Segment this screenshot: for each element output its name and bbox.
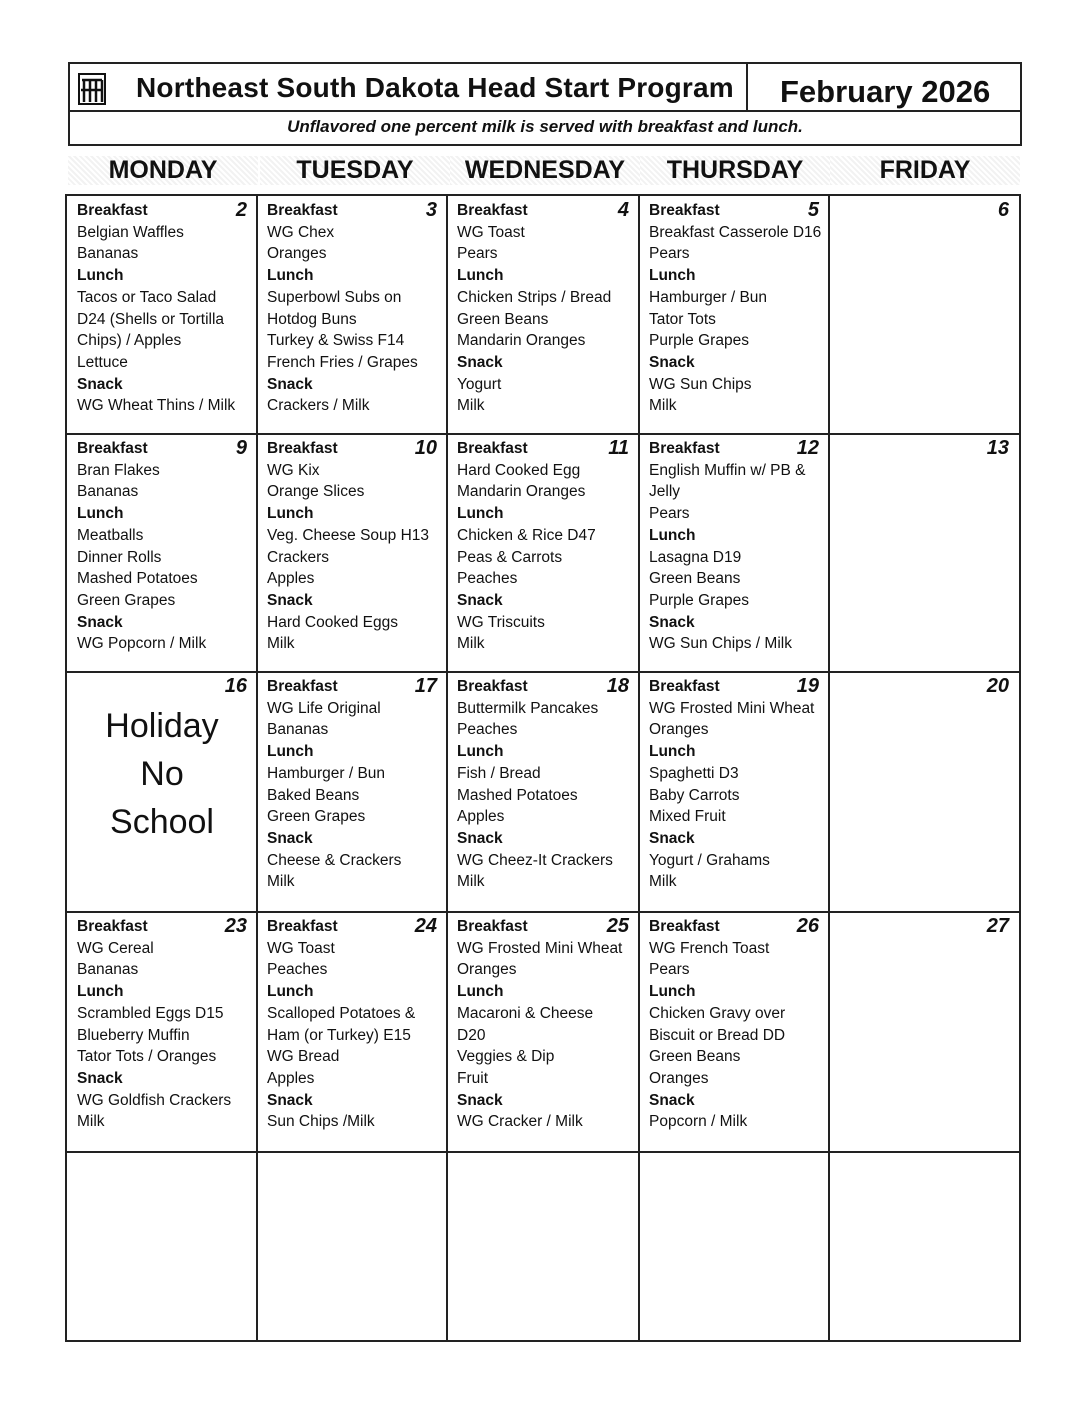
menu-item: Milk — [649, 873, 677, 891]
menu-item: Lasagna D19 — [649, 548, 742, 566]
calendar-day-cell — [639, 434, 829, 672]
meal-heading: Lunch — [649, 743, 696, 761]
meal-heading: Lunch — [457, 983, 504, 1001]
menu-item: Peaches — [267, 961, 328, 979]
menu-item: Milk — [267, 873, 295, 891]
menu-item: Veggies & Dip — [457, 1048, 555, 1066]
day-number: 11 — [608, 437, 629, 459]
menu-item: French Fries / Grapes — [267, 353, 418, 371]
menu-item: WG Chex — [267, 223, 335, 241]
calendar-day-cell — [67, 672, 257, 912]
calendar-day-cell — [447, 196, 639, 434]
calendar-day-cell — [829, 912, 1019, 1152]
menu-item: Lettuce — [77, 353, 128, 371]
menu-item: D24 (Shells or Tortilla — [77, 310, 225, 328]
meal-heading: Snack — [77, 1069, 123, 1087]
menu-item: WG Triscuits — [457, 613, 545, 631]
menu-item: Hard Cooked Egg — [457, 461, 581, 479]
month-label: February 2026 — [780, 74, 991, 109]
menu-item: Mashed Potatoes — [457, 786, 578, 804]
day-number: 12 — [796, 437, 819, 459]
calendar-day-cell — [257, 434, 447, 672]
meal-heading: Breakfast — [267, 440, 338, 457]
menu-item: Scalloped Potatoes & — [267, 1004, 416, 1022]
meal-heading: Breakfast — [649, 918, 720, 935]
menu-item: WG Cheez-It Crackers — [457, 851, 613, 869]
holiday-line: No — [140, 755, 184, 793]
meal-heading: Snack — [77, 613, 123, 631]
menu-item: Green Grapes — [267, 808, 366, 826]
day-number: 5 — [807, 199, 819, 221]
day-number: 20 — [986, 675, 1009, 697]
menu-item: Mashed Potatoes — [77, 570, 198, 588]
menu-item: Milk — [457, 635, 485, 653]
meal-heading: Breakfast — [649, 678, 720, 695]
menu-item: Jelly — [649, 483, 681, 501]
menu-item: WG Cracker / Milk — [457, 1113, 583, 1131]
calendar-day-cell — [829, 434, 1019, 672]
menu-item: Milk — [457, 873, 485, 891]
calendar-day-cell — [639, 672, 829, 912]
calendar-day-cell — [257, 196, 447, 434]
day-number: 27 — [986, 915, 1009, 937]
day-monday: MONDAY — [68, 156, 258, 185]
menu-item: Bananas — [77, 961, 139, 979]
menu-item: Macaroni & Cheese — [457, 1004, 594, 1022]
calendar-day-cell — [829, 672, 1019, 912]
menu-item: Tator Tots — [649, 310, 716, 328]
menu-item: Veg. Cheese Soup H13 — [267, 526, 430, 544]
calendar-day-cell — [257, 672, 447, 912]
calendar-day-cell — [67, 434, 257, 672]
calendar-day-cell — [639, 912, 829, 1152]
menu-item: Buttermilk Pancakes — [457, 699, 599, 717]
menu-item: Milk — [267, 635, 295, 653]
day-number: 18 — [606, 675, 629, 697]
menu-item: Peaches — [457, 570, 518, 588]
meal-heading: Lunch — [267, 505, 314, 523]
menu-item: WG Life Original — [267, 699, 381, 717]
calendar-day-cell — [257, 912, 447, 1152]
day-number: 13 — [986, 437, 1009, 459]
calendar-day-cell — [447, 672, 639, 912]
day-number: 25 — [606, 915, 629, 937]
meal-heading: Breakfast — [77, 202, 148, 219]
meal-heading: Breakfast — [77, 440, 148, 457]
calendar-day-cell — [829, 196, 1019, 434]
meal-heading: Snack — [267, 829, 313, 847]
menu-item: Apples — [267, 1069, 315, 1087]
menu-item: D20 — [457, 1026, 486, 1044]
day-number: 6 — [997, 199, 1009, 221]
calendar-day-cell — [67, 196, 257, 434]
menu-item: Crackers — [267, 548, 330, 566]
day-number: 16 — [224, 675, 247, 697]
milk-note: Unflavored one percent milk is served with breakfast and lunch. — [287, 117, 803, 136]
menu-item: WG Sun Chips — [649, 375, 752, 393]
menu-item: Mandarin Oranges — [457, 483, 586, 501]
menu-item: Baked Beans — [267, 786, 360, 804]
header — [68, 62, 1022, 112]
menu-item: Biscuit or Bread DD — [649, 1026, 786, 1044]
meal-heading: Snack — [649, 353, 695, 371]
menu-item: Bananas — [77, 245, 139, 263]
menu-item: Dinner Rolls — [77, 548, 162, 566]
menu-item: Chicken Strips / Bread — [457, 288, 612, 306]
menu-item: Hamburger / Bun — [649, 288, 768, 306]
menu-item: WG Frosted Mini Wheat — [649, 699, 815, 717]
holiday-notice — [67, 702, 257, 846]
menu-item: Superbowl Subs on — [267, 288, 402, 306]
menu-item: Bran Flakes — [77, 461, 160, 479]
menu-item: Chicken Gravy over — [649, 1004, 786, 1022]
menu-item: Purple Grapes — [649, 332, 749, 350]
meal-heading: Snack — [267, 591, 313, 609]
day-number: 9 — [235, 437, 247, 459]
meal-heading: Breakfast — [267, 202, 338, 219]
meal-heading: Snack — [649, 829, 695, 847]
calendar-day-cell — [447, 912, 639, 1152]
menu-item: Hard Cooked Eggs — [267, 613, 398, 631]
day-number: 10 — [414, 437, 437, 459]
menu-item: Pears — [649, 505, 690, 523]
milk-note-bar — [68, 112, 1022, 146]
menu-item: Oranges — [649, 721, 709, 739]
menu-item: Oranges — [457, 961, 517, 979]
meal-heading: Snack — [77, 375, 123, 393]
day-number: 19 — [796, 675, 819, 697]
menu-item: Purple Grapes — [649, 591, 749, 609]
menu-item: Peaches — [457, 721, 518, 739]
holiday-line: School — [110, 803, 214, 841]
meal-heading: Lunch — [77, 267, 124, 285]
meal-heading: Breakfast — [649, 440, 720, 457]
month-box — [746, 64, 1024, 110]
menu-item: Green Beans — [649, 570, 741, 588]
calendar-day-cell — [639, 196, 829, 434]
menu-item: Pears — [649, 245, 690, 263]
menu-item: Bananas — [77, 483, 139, 501]
menu-item: Tacos or Taco Salad — [77, 288, 217, 306]
menu-item: Green Grapes — [77, 591, 176, 609]
menu-item: Orange Slices — [267, 483, 365, 501]
menu-item: Meatballs — [77, 526, 144, 544]
menu-item: Spaghetti D3 — [649, 764, 739, 782]
menu-item: Turkey & Swiss F14 — [267, 332, 405, 350]
calendar-day-cell — [67, 912, 257, 1152]
calendar-grid — [65, 194, 1021, 1342]
menu-item: WG Frosted Mini Wheat — [457, 939, 623, 957]
meal-heading: Snack — [649, 613, 695, 631]
meal-heading: Lunch — [457, 505, 504, 523]
menu-item: Pears — [457, 245, 498, 263]
menu-item: WG Wheat Thins / Milk — [77, 397, 236, 415]
weekday-header — [68, 150, 1022, 194]
menu-item: WG Toast — [267, 939, 335, 957]
meal-heading: Breakfast — [77, 918, 148, 935]
menu-item: Breakfast Casserole D16 — [649, 223, 822, 241]
day-number: 4 — [617, 199, 629, 221]
menu-item: Belgian Waffles — [77, 223, 184, 241]
meal-heading: Snack — [457, 1091, 503, 1109]
meal-heading: Breakfast — [457, 678, 528, 695]
menu-item: Bananas — [267, 721, 329, 739]
day-number: 3 — [425, 199, 437, 221]
meal-heading: Lunch — [649, 267, 696, 285]
menu-item: WG Kix — [267, 461, 320, 479]
menu-item: WG Toast — [457, 223, 525, 241]
menu-item: Green Beans — [457, 310, 549, 328]
menu-item: Hamburger / Bun — [267, 764, 386, 782]
holiday-line: Holiday — [105, 707, 219, 745]
meal-heading: Breakfast — [649, 202, 720, 219]
day-friday: FRIDAY — [830, 156, 1020, 185]
day-number: 17 — [414, 675, 437, 697]
meal-heading: Snack — [267, 1091, 313, 1109]
menu-item: Apples — [457, 808, 505, 826]
day-number: 24 — [414, 915, 437, 937]
menu-item: Mandarin Oranges — [457, 332, 586, 350]
menu-item: Pears — [649, 961, 690, 979]
menu-item: Yogurt — [457, 375, 502, 393]
menu-item: Yogurt / Grahams — [649, 851, 770, 869]
menu-item: WG Goldfish Crackers — [77, 1091, 232, 1109]
menu-item: WG Popcorn / Milk — [77, 635, 207, 653]
menu-item: Mixed Fruit — [649, 808, 726, 826]
meal-heading: Lunch — [77, 505, 124, 523]
menu-item: Hotdog Buns — [267, 310, 357, 328]
day-number: 26 — [796, 915, 819, 937]
meal-heading: Breakfast — [457, 918, 528, 935]
menu-item: Chicken & Rice D47 — [457, 526, 596, 544]
page-title: Northeast South Dakota Head Start Program — [136, 72, 734, 103]
menu-item: Chips) / Apples — [77, 332, 182, 350]
day-wednesday: WEDNESDAY — [450, 156, 640, 185]
meal-heading: Lunch — [649, 983, 696, 1001]
menu-item: Crackers / Milk — [267, 397, 370, 415]
menu-item: Peas & Carrots — [457, 548, 563, 566]
meal-heading: Snack — [457, 591, 503, 609]
menu-item: Sun Chips /Milk — [267, 1113, 375, 1131]
menu-item: Fruit — [457, 1069, 488, 1087]
menu-item: Milk — [77, 1113, 105, 1131]
menu-item: Baby Carrots — [649, 786, 740, 804]
menu-item: Blueberry Muffin — [77, 1026, 190, 1044]
menu-item: Green Beans — [649, 1048, 741, 1066]
menu-item: Apples — [267, 570, 315, 588]
meal-heading: Snack — [457, 353, 503, 371]
meal-heading: Breakfast — [267, 678, 338, 695]
day-tuesday: TUESDAY — [260, 156, 450, 185]
meal-heading: Lunch — [77, 983, 124, 1001]
meal-heading: Snack — [649, 1091, 695, 1109]
day-thursday: THURSDAY — [640, 156, 830, 185]
menu-item: English Muffin w/ PB & — [649, 461, 806, 479]
menu-item: WG Sun Chips / Milk — [649, 635, 792, 653]
meal-heading: Lunch — [457, 267, 504, 285]
day-number: 2 — [235, 199, 247, 221]
menu-item: WG Bread — [267, 1048, 340, 1066]
calendar-day-cell — [447, 434, 639, 672]
meal-heading: Breakfast — [267, 918, 338, 935]
menu-item: Fish / Bread — [457, 764, 541, 782]
meal-heading: Lunch — [267, 983, 314, 1001]
menu-item: Milk — [649, 397, 677, 415]
day-number: 23 — [224, 915, 247, 937]
menu-item: Oranges — [649, 1069, 709, 1087]
meal-heading: Lunch — [267, 743, 314, 761]
menu-item: WG French Toast — [649, 939, 770, 957]
meal-heading: Lunch — [457, 743, 504, 761]
meal-heading: Snack — [267, 375, 313, 393]
menu-item: Popcorn / Milk — [649, 1113, 748, 1131]
meal-heading: Breakfast — [457, 202, 528, 219]
menu-item: Ham (or Turkey) E15 — [267, 1026, 411, 1044]
meal-heading: Lunch — [649, 526, 696, 544]
meal-heading: Snack — [457, 829, 503, 847]
meal-heading: Lunch — [267, 267, 314, 285]
menu-item: Oranges — [267, 245, 327, 263]
head-start-logo-icon — [76, 70, 108, 108]
menu-item: Cheese & Crackers — [267, 851, 402, 869]
menu-item: WG Cereal — [77, 939, 154, 957]
meal-heading: Breakfast — [457, 440, 528, 457]
menu-item: Scrambled Eggs D15 — [77, 1004, 224, 1022]
menu-item: Milk — [457, 397, 485, 415]
menu-item: Tator Tots / Oranges — [77, 1048, 217, 1066]
